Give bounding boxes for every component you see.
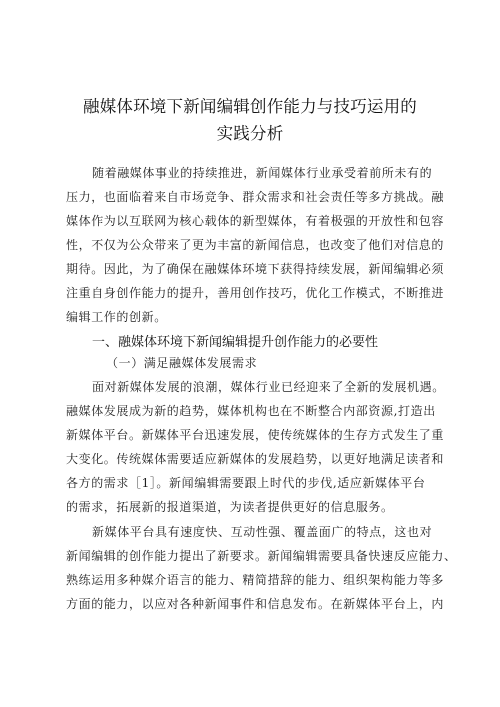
- section-heading: 一、融媒体环境下新闻编辑提升创作能力的必要性: [92, 335, 379, 350]
- subsection-heading: （一）满足融媒体发展需求: [106, 356, 258, 370]
- paragraph-2-line-4: 大变化。传统媒体需要适应新媒体的发展趋势，以更好地满足读者和: [66, 452, 445, 466]
- paragraph-3-line-1: 新媒体平台具有速度快、互动性强、覆盖面广的特点，这也对: [92, 525, 433, 539]
- paragraph-1-line-6: 注重自身创作能力的提升，善用创作技巧，优化工作模式，不断推进: [66, 286, 445, 300]
- paragraph-2-line-2: 融媒体发展成为新的趋势，媒体机构也在不断整合内部资源,打造出: [66, 404, 436, 418]
- paragraph-2-line-6: 的需求，拓展新的报道渠道，为读者提供更好的信息服务。: [66, 500, 394, 514]
- paragraph-1-line-7: 编辑工作的创新。: [66, 310, 167, 324]
- paragraph-3-line-2: 新闻编辑的创作能力提出了新要求。新闻编辑需要具备快速反应能力、: [66, 549, 457, 563]
- paragraph-1-line-4: 性，不仅为公众带来了更为丰富的新闻信息，也改变了他们对信息的: [66, 238, 445, 252]
- paragraph-2-line-5: 各方的需求［1］。新闻编辑需要跟上时代的步伐,适应新媒体平台: [66, 476, 426, 490]
- paragraph-1-line-1: 随着融媒体事业的持续推进，新闻媒体行业承受着前所未有的: [92, 166, 433, 180]
- paragraph-2-line-3: 新媒体平台。新媒体平台迅速发展，使传统媒体的生存方式发生了重: [66, 428, 445, 442]
- document-title-line-2: 实践分析: [216, 124, 284, 143]
- document-title-line-1: 融媒体环境下新闻编辑创作能力与技巧运用的: [83, 97, 417, 116]
- paragraph-1-line-5: 期待。因此，为了确保在融媒体环境下获得持续发展，新闻编辑必须: [66, 262, 445, 276]
- paragraph-2-line-1: 面对新媒体发展的浪潮，媒体行业已经迎来了全新的发展机遇。: [92, 380, 445, 394]
- paragraph-3-line-4: 方面的能力，以应对各种新闻事件和信息发布。在新媒体平台上，内: [66, 597, 445, 611]
- paragraph-1-line-2: 压力，也面临着来自市场竞争、群众需求和社会责任等多方挑战。融: [66, 190, 445, 204]
- paragraph-1-line-3: 媒体作为以互联网为核心载体的新型媒体，有着极强的开放性和包容: [66, 214, 445, 228]
- paragraph-3-line-3: 熟练运用多种媒介语言的能力、精简措辞的能力、组织架构能力等多: [66, 573, 445, 587]
